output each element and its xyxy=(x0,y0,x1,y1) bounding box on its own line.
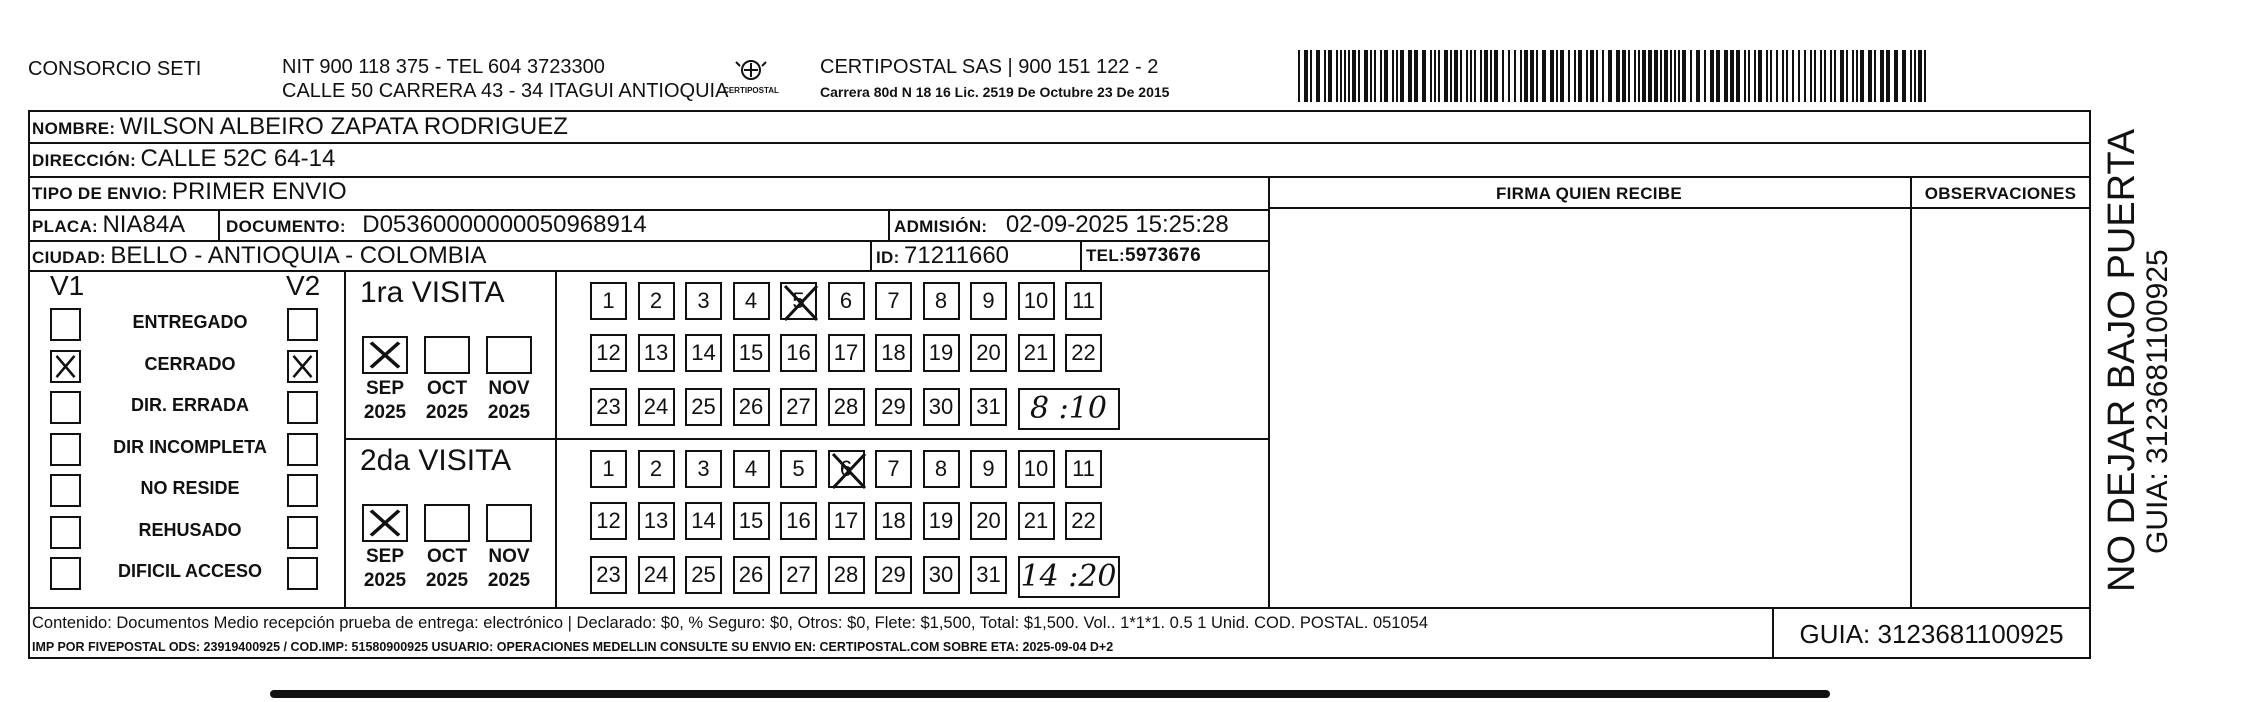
imp-line: IMP POR FIVEPOSTAL ODS: 23919400925 / COD.IMP: 51580900925 USUARIO: OPERACIONES MEDELLIN CONSULTE SU ENVIO EN: CERTIPOSTAL.COM SOBRE ETA: 2025-09-04 D+2 xyxy=(32,640,1114,654)
day-box[interactable]: 26 xyxy=(733,556,770,594)
ciudad-row xyxy=(32,242,486,270)
day-box[interactable]: 29 xyxy=(875,388,912,426)
day-box[interactable]: 20 xyxy=(970,502,1007,540)
day-box[interactable]: 18 xyxy=(875,502,912,540)
month-label: NOV xyxy=(488,378,530,399)
day-box[interactable]: 25 xyxy=(685,556,722,594)
divider xyxy=(28,270,1270,272)
v1-checkbox[interactable] xyxy=(50,350,81,383)
day-box[interactable]: 2 xyxy=(638,450,675,488)
certipostal-line: CERTIPOSTAL SAS | 900 151 122 - 2 xyxy=(820,56,1159,78)
x-mark-icon xyxy=(289,352,316,381)
day-box[interactable]: 11 xyxy=(1065,450,1102,488)
divider xyxy=(1910,176,1912,607)
tel-label: TEL: xyxy=(1086,246,1125,265)
placa-value: NIA84A xyxy=(102,211,186,238)
divider xyxy=(1268,207,2091,209)
month-checkbox[interactable] xyxy=(486,336,532,374)
nit-line: NIT 900 118 375 - TEL 604 3723300 xyxy=(282,56,605,78)
divider xyxy=(870,240,872,270)
day-box[interactable]: 2 xyxy=(638,282,675,320)
divider xyxy=(28,607,2091,609)
divider xyxy=(888,209,890,240)
day-box[interactable]: 21 xyxy=(1018,502,1055,540)
status-option-label: DIR INCOMPLETA xyxy=(113,436,267,457)
documento-row xyxy=(226,211,647,239)
divider xyxy=(28,142,2091,144)
placa-label: PLACA: xyxy=(32,217,99,236)
nombre-row xyxy=(32,113,568,141)
day-box[interactable]: 21 xyxy=(1018,334,1055,372)
status-option-label: DIR. ERRADA xyxy=(130,395,249,415)
day-box[interactable]: 6 xyxy=(828,450,865,488)
day-box[interactable]: 1 xyxy=(590,282,627,320)
x-mark-icon xyxy=(364,338,406,372)
month-label: SEP xyxy=(365,546,405,567)
month-year: 2025 xyxy=(487,570,531,591)
ciudad-label: CIUDAD: xyxy=(32,248,106,267)
tipo-envio-row xyxy=(32,178,347,206)
month-checkbox[interactable] xyxy=(362,504,408,542)
day-box[interactable]: 17 xyxy=(828,334,865,372)
month-year: 2025 xyxy=(363,570,407,591)
documento-label: DOCUMENTO: xyxy=(226,217,346,236)
day-box[interactable]: 10 xyxy=(1018,282,1055,320)
day-box[interactable]: 11 xyxy=(1065,282,1102,320)
visit-title: 1ra VISITA xyxy=(360,276,505,309)
ciudad-value: BELLO - ANTIOQUIA - COLOMBIA xyxy=(110,242,487,269)
day-box[interactable]: 7 xyxy=(875,450,912,488)
documento-value: D05360000000050968914 xyxy=(362,211,647,238)
divider xyxy=(1268,176,1270,607)
tipo-envio-label: TIPO DE ENVIO: xyxy=(32,184,168,203)
status-option-label: DIFICIL ACCESO xyxy=(117,561,262,581)
divider xyxy=(344,438,1268,440)
day-box[interactable]: 5 xyxy=(780,450,817,488)
placa-row xyxy=(32,211,185,239)
admision-value: 02-09-2025 15:25:28 xyxy=(1005,211,1229,238)
month-year: 2025 xyxy=(487,402,531,423)
visit-time: 14 :20 xyxy=(1018,556,1120,598)
day-box[interactable]: 27 xyxy=(780,388,817,426)
month-checkbox[interactable] xyxy=(486,504,532,542)
direccion-row xyxy=(32,145,335,173)
firma-label: FIRMA QUIEN RECIBE xyxy=(1495,184,1683,203)
day-box[interactable]: 26 xyxy=(733,388,770,426)
day-box[interactable]: 28 xyxy=(828,388,865,426)
month-checkbox[interactable] xyxy=(424,504,470,542)
contenido-line: Contenido: Documentos Medio recepción prueba de entrega: electrónico | Declarado: $0, % Seguro: $0, Otros: $0, Flete: $1,500, Total: $1,500. Vol.. 1*1*1. 0.5 1 Unid. COD. POSTAL. 051054 xyxy=(32,614,1429,632)
day-box[interactable]: 3 xyxy=(685,450,722,488)
v2-checkbox[interactable] xyxy=(287,474,318,507)
day-box[interactable]: 14 xyxy=(685,502,722,540)
day-box[interactable]: 31 xyxy=(970,556,1007,594)
direccion-label: DIRECCIÓN: xyxy=(32,151,137,170)
day-box[interactable]: 10 xyxy=(1018,450,1055,488)
x-mark-icon xyxy=(364,506,406,540)
day-box[interactable]: 8 xyxy=(923,450,960,488)
id-value: 71211660 xyxy=(904,242,1010,269)
certipostal-logo xyxy=(722,56,780,102)
status-option-label: ENTREGADO xyxy=(132,312,248,332)
day-box[interactable]: 25 xyxy=(685,388,722,426)
direccion-value: CALLE 52C 64-14 xyxy=(140,145,336,172)
day-box[interactable]: 7 xyxy=(875,282,912,320)
nombre-label: NOMBRE: xyxy=(32,119,116,138)
observaciones-label: OBSERVACIONES xyxy=(1924,184,2077,203)
id-label: ID: xyxy=(876,248,900,267)
day-box[interactable]: 19 xyxy=(923,502,960,540)
day-box[interactable]: 24 xyxy=(638,556,675,594)
day-box[interactable]: 9 xyxy=(970,450,1007,488)
day-box[interactable]: 22 xyxy=(1065,502,1102,540)
address-line: CALLE 50 CARRERA 43 - 34 ITAGUI ANTIOQUIA xyxy=(282,80,729,102)
visit-title: 2da VISITA xyxy=(360,444,512,477)
side-guia: GUIA: 3123681100925 xyxy=(2141,249,2174,554)
day-box[interactable]: 24 xyxy=(638,388,675,426)
company-name: CONSORCIO SETI xyxy=(28,58,202,80)
barcode xyxy=(1298,50,1930,102)
v2-checkbox[interactable] xyxy=(287,516,318,549)
x-mark-icon xyxy=(52,352,79,381)
day-box[interactable]: 28 xyxy=(828,556,865,594)
visit-time: 8 :10 xyxy=(1018,388,1120,430)
day-box[interactable]: 1 xyxy=(590,450,627,488)
v1-checkbox[interactable] xyxy=(50,308,81,341)
day-box[interactable]: 13 xyxy=(638,334,675,372)
status-option-label: CERRADO xyxy=(144,353,236,374)
v1-checkbox[interactable] xyxy=(50,391,81,424)
v2-checkbox[interactable] xyxy=(287,308,318,341)
day-box[interactable]: 27 xyxy=(780,556,817,594)
day-box[interactable]: 9 xyxy=(970,282,1007,320)
day-box[interactable]: 23 xyxy=(590,556,627,594)
x-mark-icon xyxy=(827,448,871,494)
day-box[interactable]: 31 xyxy=(970,388,1007,426)
day-box[interactable]: 19 xyxy=(923,334,960,372)
day-box[interactable]: 16 xyxy=(780,334,817,372)
day-box[interactable]: 12 xyxy=(590,502,627,540)
day-box[interactable]: 29 xyxy=(875,556,912,594)
tel-row xyxy=(1086,245,1201,267)
day-box[interactable]: 22 xyxy=(1065,334,1102,372)
month-label: OCT xyxy=(426,546,468,567)
month-year: 2025 xyxy=(363,402,407,423)
day-box[interactable]: 6 xyxy=(828,282,865,320)
day-box[interactable]: 14 xyxy=(685,334,722,372)
v2-checkbox[interactable] xyxy=(287,391,318,424)
day-box[interactable]: 12 xyxy=(590,334,627,372)
day-box[interactable]: 30 xyxy=(923,388,960,426)
divider xyxy=(218,209,220,240)
v1-checkbox[interactable] xyxy=(50,433,81,466)
day-box[interactable]: 23 xyxy=(590,388,627,426)
month-checkbox[interactable] xyxy=(424,336,470,374)
day-box[interactable]: 15 xyxy=(733,502,770,540)
day-box[interactable]: 13 xyxy=(638,502,675,540)
day-box[interactable]: 3 xyxy=(685,282,722,320)
v1-checkbox[interactable] xyxy=(50,516,81,549)
id-row xyxy=(876,242,1009,270)
nombre-value: WILSON ALBEIRO ZAPATA RODRIGUEZ xyxy=(119,113,568,140)
day-box[interactable]: 20 xyxy=(970,334,1007,372)
side-text xyxy=(2102,122,2174,592)
month-year: 2025 xyxy=(425,402,469,423)
day-box[interactable]: 4 xyxy=(733,282,770,320)
day-box[interactable]: 15 xyxy=(733,334,770,372)
v2-checkbox[interactable] xyxy=(287,350,318,383)
admision-row xyxy=(894,211,1229,239)
no-dejar-text: NO DEJAR BAJO PUERTA xyxy=(2101,128,2143,592)
day-box[interactable]: 8 xyxy=(923,282,960,320)
month-checkbox[interactable] xyxy=(362,336,408,374)
day-box[interactable]: 4 xyxy=(733,450,770,488)
tel-value: 5973676 xyxy=(1124,245,1202,266)
day-box[interactable]: 5 xyxy=(780,282,817,320)
admision-label: ADMISIÓN: xyxy=(894,217,988,236)
status-option-label: REHUSADO xyxy=(138,519,242,540)
month-year: 2025 xyxy=(425,570,469,591)
month-label: OCT xyxy=(426,378,468,399)
logo-text: CERTIPOSTAL xyxy=(723,86,779,95)
day-box[interactable]: 17 xyxy=(828,502,865,540)
divider xyxy=(1080,240,1082,270)
day-box[interactable]: 18 xyxy=(875,334,912,372)
license-line: Carrera 80d N 18 16 Lic. 2519 De Octubre 23 De 2015 xyxy=(820,84,1170,100)
scan-edge xyxy=(270,690,1830,698)
status-option-label: NO RESIDE xyxy=(140,478,240,498)
month-label: NOV xyxy=(488,546,530,567)
v1-label: V1 xyxy=(50,270,85,301)
v1-checkbox[interactable] xyxy=(50,557,81,590)
month-label: SEP xyxy=(365,378,405,399)
day-box[interactable]: 30 xyxy=(923,556,960,594)
v2-label: V2 xyxy=(286,270,321,301)
tipo-envio-value: PRIMER ENVIO xyxy=(171,178,347,205)
v2-checkbox[interactable] xyxy=(287,433,318,466)
day-box[interactable]: 16 xyxy=(780,502,817,540)
footer-guia: GUIA: 3123681100925 xyxy=(1799,619,2064,649)
x-mark-icon xyxy=(779,280,823,326)
v2-checkbox[interactable] xyxy=(287,557,318,590)
v1-checkbox[interactable] xyxy=(50,474,81,507)
